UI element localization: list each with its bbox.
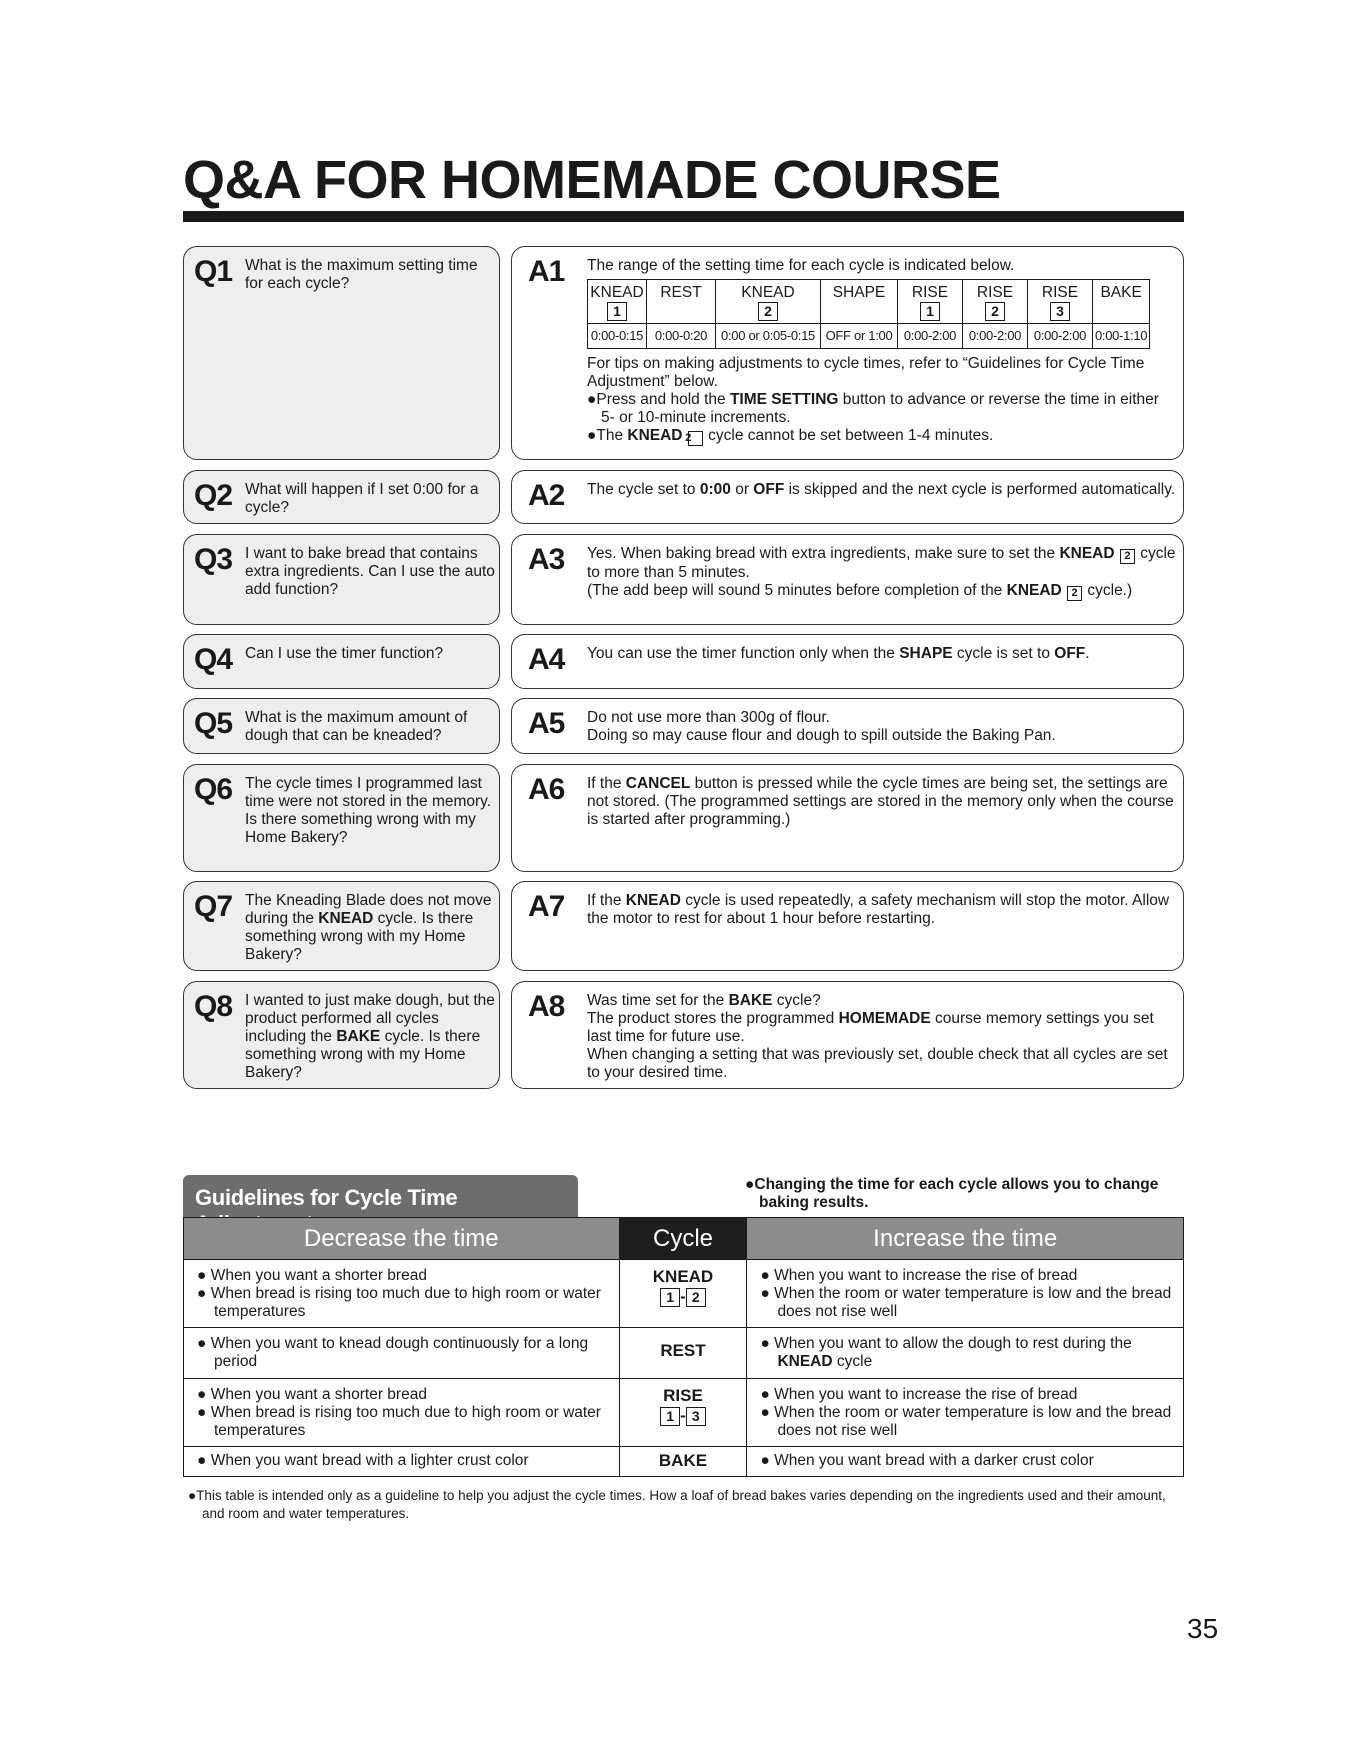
answer-label: A1 (528, 255, 565, 288)
question-label: Q8 (194, 990, 233, 1023)
answer-intro: The range of the setting time for each cycle is indicated below. (587, 257, 1015, 274)
answer-box-6 (511, 764, 1184, 872)
cycle-time-table (587, 279, 1150, 349)
cycle-time-cell: 0:00-0:20 (647, 324, 716, 349)
cycle-time-cell: OFF or 1:00 (821, 324, 898, 349)
answer-label: A4 (528, 643, 565, 676)
cycle-cell: KNEAD 1 - 2 (619, 1260, 747, 1328)
guidelines-table (183, 1217, 1184, 1477)
answer-label: A5 (528, 707, 565, 740)
answer-box-5 (511, 698, 1184, 754)
cycle-time-cell: 0:00 or 0:05-0:15 (716, 324, 821, 349)
qa-row-2 (183, 470, 1184, 524)
answer-box-7 (511, 881, 1184, 971)
table-row (184, 1328, 1184, 1379)
qa-row-1 (183, 246, 1184, 460)
answer-text: You can use the timer function only when the SHAPE cycle is set to OFF. (587, 645, 1090, 662)
answer-text: If the KNEAD cycle is used repeatedly, a safety mechanism will stop the motor. Allow the motor to rest for about 1 hour before restarting. (587, 892, 1170, 927)
table-row (184, 1260, 1184, 1328)
answer-text: Do not use more than 300g of flour. Doing so may cause flour and dough to spill outside the Baking Pan. (587, 709, 1056, 744)
answer-label: A6 (528, 773, 565, 806)
table-row (184, 1447, 1184, 1477)
cycle-cell: RISE 1 - 3 (619, 1379, 747, 1447)
question-label: Q7 (194, 890, 233, 923)
cycle-name-cell: KNEAD 2 (716, 280, 821, 324)
question-text: What will happen if I set 0:00 for a cycle? (245, 481, 479, 516)
qa-row-8 (183, 981, 1184, 1089)
increase-cell: ● When you want bread with a darker crust color (747, 1447, 1184, 1477)
cycle-name-cell: RISE 3 (1028, 280, 1093, 324)
question-box-3 (183, 534, 500, 625)
question-box-5 (183, 698, 500, 754)
question-label: Q2 (194, 479, 233, 512)
header-increase: Increase the time (747, 1218, 1184, 1260)
answer-label: A2 (528, 479, 565, 512)
increase-cell: ● When you want to increase the rise of bread ● When the room or water temperature is low and the bread does not rise well (747, 1379, 1184, 1447)
question-box-6 (183, 764, 500, 872)
cycle-number-box: 2 (985, 302, 1005, 321)
cycle-number-box: 3 (1050, 302, 1070, 321)
question-box-1 (183, 246, 500, 460)
decrease-cell: ● When you want a shorter bread ● When bread is rising too much due to high room or water temperatures (184, 1379, 620, 1447)
answer-box-8 (511, 981, 1184, 1089)
increase-cell: ● When you want to allow the dough to rest during the KNEAD cycle (747, 1328, 1184, 1379)
header-decrease: Decrease the time (184, 1218, 620, 1260)
cycle-name-cell: KNEAD 1 (588, 280, 647, 324)
answer-tips: For tips on making adjustments to cycle times, refer to “Guidelines for Cycle Time Adjustment” below. (587, 355, 1145, 390)
question-text: I want to bake bread that contains extra ingredients. Can I use the auto add function? (245, 545, 495, 598)
cycle-cell: REST (619, 1328, 747, 1379)
question-label: Q1 (194, 255, 233, 288)
qa-row-4 (183, 634, 1184, 689)
answer-label: A7 (528, 890, 565, 923)
increase-cell: ● When you want to increase the rise of bread ● When the room or water temperature is low and the bread does not rise well (747, 1260, 1184, 1328)
footnote: ●This table is intended only as a guideline to help you adjust the cycle times. How a loaf of bread bakes varies depending on the ingredients used and their amount, and room and water temperatures. (188, 1488, 1166, 1521)
answer-box-2 (511, 470, 1184, 524)
answer-box-4 (511, 634, 1184, 689)
answer-text: Was time set for the BAKE cycle? The product stores the programmed HOMEMADE course memory settings you set last time for future use. When changing a setting that was previously set, double check that all cycles are set to your desired time. (587, 992, 1168, 1081)
answer-text: The cycle set to 0:00 or OFF is skipped and the next cycle is performed automatically. (587, 481, 1176, 498)
qa-row-7 (183, 881, 1184, 971)
page-title: Q&A FOR HOMEMADE COURSE (183, 150, 1001, 210)
question-label: Q5 (194, 707, 233, 740)
cycle-cell: BAKE (619, 1447, 747, 1477)
decrease-cell: ● When you want a shorter bread ● When bread is rising too much due to high room or water temperatures (184, 1260, 620, 1328)
page-number: 35 (1187, 1613, 1219, 1644)
qa-row-6 (183, 764, 1184, 872)
answer-label: A8 (528, 990, 565, 1023)
answer-label: A3 (528, 543, 565, 576)
question-box-7 (183, 881, 500, 971)
header-cycle: Cycle (619, 1218, 747, 1260)
cycle-name-cell: RISE 2 (963, 280, 1028, 324)
table-row (184, 1379, 1184, 1447)
cycle-name-cell: REST (647, 280, 716, 324)
title-rule (183, 211, 1184, 222)
question-box-4 (183, 634, 500, 689)
guidelines-note: ●Changing the time for each cycle allows you to change baking results. (745, 1176, 1159, 1211)
question-text: The Kneading Blade does not move during the KNEAD cycle. Is there something wrong with my Home Bakery? (245, 892, 492, 963)
cycle-number-box: 1 (920, 302, 940, 321)
answer-text: Yes. When baking bread with extra ingredients, make sure to set the KNEAD 2 cycle to more than 5 minutes. (The add beep will sound 5 minutes before completion of the KNEAD 2 cycle.) (587, 545, 1176, 599)
cycle-name-cell: RISE 1 (898, 280, 963, 324)
cycle-time-cell: 0:00-0:15 (588, 324, 647, 349)
decrease-cell: ● When you want bread with a lighter crust color (184, 1447, 620, 1477)
cycle-name-cell: SHAPE (821, 280, 898, 324)
cycle-time-cell: 0:00-2:00 (898, 324, 963, 349)
answer-box-1 (511, 246, 1184, 460)
guidelines-tab-title: Guidelines for Cycle Time (183, 1175, 578, 1217)
question-text: What is the maximum amount of dough that can be kneaded? (245, 709, 468, 744)
qa-row-5 (183, 698, 1184, 754)
question-label: Q4 (194, 643, 233, 676)
cycle-number-box: 1 (607, 302, 627, 321)
qa-row-3 (183, 534, 1184, 625)
question-box-8 (183, 981, 500, 1089)
answer-text: If the CANCEL button is pressed while the cycle times are being set, the settings are not stored. (The programmed settings are stored in the memory only when the course is started after programming.) (587, 775, 1174, 828)
cycle-number-box: 2 (758, 302, 778, 321)
question-label: Q6 (194, 773, 233, 806)
question-text: The cycle times I programmed last time were not stored in the memory. Is there something wrong with my Home Bakery? (245, 775, 492, 846)
answer-bullet: ●The KNEAD 2 cycle cannot be set between 1-4 minutes. (587, 427, 994, 444)
cycle-time-cell: 0:00-1:10 (1093, 324, 1150, 349)
answer-bullet: ●Press and hold the TIME SETTING button to advance or reverse the time in either 5- or 10-minute increments. (587, 391, 1159, 426)
answer-text (587, 257, 1177, 446)
cycle-time-cell: 0:00-2:00 (963, 324, 1028, 349)
question-text: I wanted to just make dough, but the product performed all cycles including the BAKE cycle. Is there something wrong with my Home Bakery? (245, 992, 495, 1081)
cycle-name-cell: BAKE (1093, 280, 1150, 324)
question-label: Q3 (194, 543, 233, 576)
answer-box-3 (511, 534, 1184, 625)
question-text: Can I use the timer function? (245, 645, 444, 662)
question-box-2 (183, 470, 500, 524)
cycle-time-cell: 0:00-2:00 (1028, 324, 1093, 349)
decrease-cell: ● When you want to knead dough continuously for a long period (184, 1328, 620, 1379)
question-text: What is the maximum setting time for each cycle? (245, 257, 478, 292)
